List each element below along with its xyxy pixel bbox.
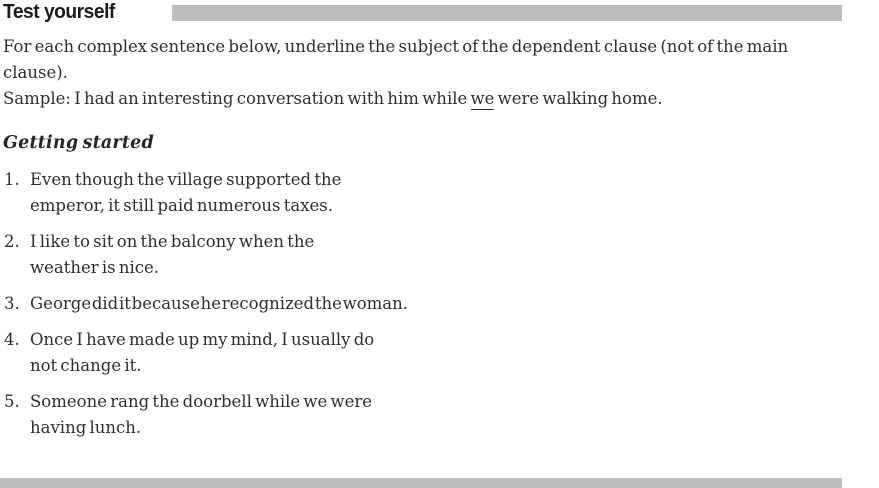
item-text xyxy=(30,167,879,219)
item-line: weather is nice. xyxy=(30,258,160,277)
footer-rule-bar xyxy=(0,478,842,488)
item-number: 5. xyxy=(4,392,20,411)
item-number: 4. xyxy=(4,330,20,349)
list-item xyxy=(4,327,879,379)
item-number: 2. xyxy=(4,232,20,251)
list-item xyxy=(4,291,879,317)
item-text xyxy=(30,389,879,441)
item-number: 1. xyxy=(4,170,20,189)
header xyxy=(0,0,879,26)
page-title: Test yourself xyxy=(3,1,115,23)
sample-sentence xyxy=(3,86,879,112)
item-line: Someone rang the doorbell while we were xyxy=(30,392,373,411)
item-line: having lunch. xyxy=(30,418,142,437)
section-heading: Getting started xyxy=(3,133,154,153)
item-line: Even though the village supported the xyxy=(30,170,342,189)
list-item xyxy=(4,229,879,281)
item-line: not change it. xyxy=(30,356,142,375)
header-rule-bar xyxy=(172,5,842,21)
sample-suffix: were walking home. xyxy=(494,89,663,108)
item-line: Once I have made up my mind, I usually do xyxy=(30,330,375,349)
item-line: emperor, it still paid numerous taxes. xyxy=(30,196,334,215)
instructions-line-2: clause). xyxy=(3,63,68,82)
list-item xyxy=(4,167,879,219)
exercise-list xyxy=(4,167,879,441)
item-text xyxy=(30,327,879,379)
item-number: 3. xyxy=(4,294,20,313)
item-text xyxy=(30,291,879,317)
item-line: George did it because he recognized the woman. xyxy=(30,294,409,313)
list-item xyxy=(4,389,879,441)
sample-underlined-word: we xyxy=(470,89,495,108)
item-line: I like to sit on the balcony when the xyxy=(30,232,315,251)
item-text xyxy=(30,229,879,281)
instructions-line-1: For each complex sentence below, underline the subject of the dependent clause (not of the main xyxy=(3,37,789,56)
instructions-paragraph xyxy=(3,34,879,112)
sample-prefix: Sample: I had an interesting conversation with him while xyxy=(3,89,471,108)
